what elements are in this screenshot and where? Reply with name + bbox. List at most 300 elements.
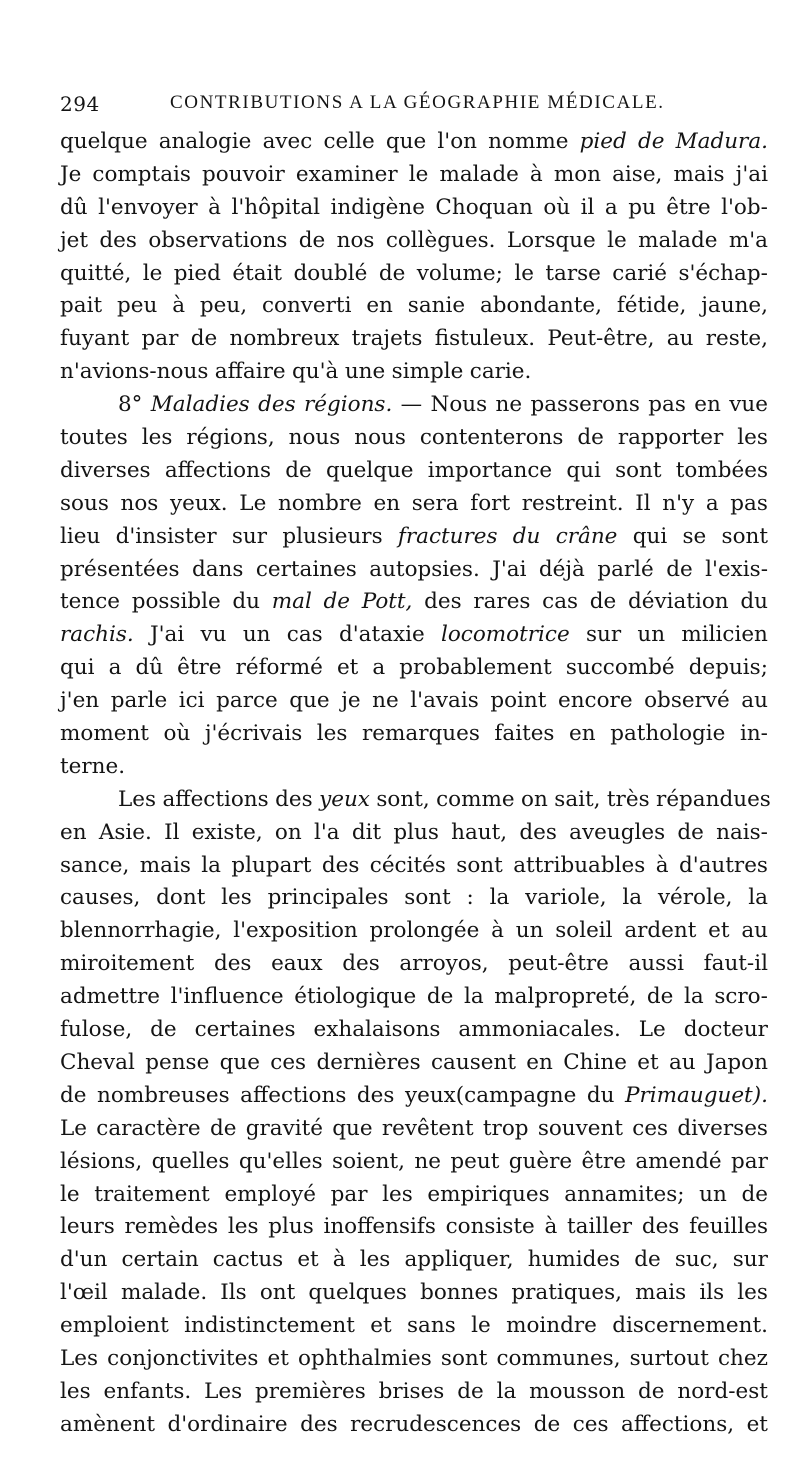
text-line bbox=[60, 718, 768, 751]
word: Les bbox=[204, 1378, 243, 1404]
word: je bbox=[341, 688, 361, 714]
word: que bbox=[385, 129, 427, 154]
word: restreint. bbox=[521, 490, 624, 516]
word: pied bbox=[173, 260, 221, 286]
word: employé bbox=[224, 1181, 317, 1207]
text-line bbox=[60, 554, 768, 587]
text-line bbox=[60, 685, 768, 718]
word: les bbox=[141, 425, 173, 451]
word: et bbox=[370, 1313, 392, 1339]
word: des bbox=[342, 951, 380, 977]
word: observations bbox=[148, 227, 288, 253]
word: les bbox=[60, 1378, 91, 1404]
word: certaines bbox=[255, 556, 357, 582]
word: sont, bbox=[376, 786, 430, 812]
word: des bbox=[424, 589, 462, 615]
word: J'ai bbox=[150, 622, 185, 648]
word: et bbox=[336, 655, 359, 681]
word: Le bbox=[638, 1017, 666, 1043]
word: et bbox=[637, 1049, 659, 1075]
word: sera bbox=[411, 490, 459, 516]
word: malade. bbox=[120, 1280, 208, 1306]
page-number: 294 bbox=[60, 92, 100, 116]
word: l'œil bbox=[60, 1280, 108, 1306]
word: présentées bbox=[60, 556, 180, 582]
word: quelles bbox=[151, 1148, 230, 1174]
word: vu bbox=[200, 622, 227, 648]
word: être bbox=[177, 655, 222, 681]
word: les bbox=[737, 425, 768, 451]
word: cécités bbox=[369, 852, 446, 878]
word: malade bbox=[439, 161, 519, 187]
word: de bbox=[457, 1378, 484, 1404]
word: le bbox=[471, 1313, 491, 1339]
word: sans bbox=[407, 1313, 456, 1339]
word: des bbox=[275, 786, 313, 812]
word: traitement bbox=[94, 1181, 210, 1207]
word: emploient bbox=[60, 1313, 169, 1339]
word: affections bbox=[164, 457, 272, 483]
word: nord-est bbox=[677, 1378, 768, 1404]
text-line bbox=[60, 1343, 768, 1376]
word: Il bbox=[164, 819, 180, 845]
word: fulose, bbox=[60, 1017, 133, 1043]
word: et bbox=[708, 918, 730, 944]
word: cas bbox=[286, 622, 323, 648]
text-line bbox=[60, 1244, 768, 1277]
word: vue bbox=[729, 392, 768, 418]
word: consiste bbox=[445, 1214, 535, 1240]
word: nombreux bbox=[229, 326, 340, 352]
word: qui bbox=[60, 655, 95, 681]
word: Cheval bbox=[60, 1049, 135, 1075]
text-line bbox=[60, 850, 768, 883]
word: du bbox=[232, 589, 261, 615]
word: dû bbox=[60, 194, 88, 220]
word: ne bbox=[414, 1148, 441, 1174]
word: la bbox=[684, 984, 704, 1010]
word: blennorrhagie, bbox=[60, 918, 222, 944]
word: passerons bbox=[530, 392, 640, 418]
word: importance bbox=[427, 457, 553, 483]
word: nos bbox=[336, 227, 375, 253]
word: ces bbox=[270, 1049, 307, 1075]
word: des bbox=[321, 852, 360, 878]
text-line bbox=[60, 981, 768, 1014]
word: déjà bbox=[538, 556, 585, 582]
word: on bbox=[521, 786, 548, 812]
word: remèdes bbox=[124, 1214, 219, 1240]
word: et bbox=[746, 1411, 768, 1437]
word: parlé bbox=[597, 556, 654, 582]
word: l'exposition bbox=[233, 918, 358, 944]
word: fétide, bbox=[616, 293, 687, 319]
word: ici bbox=[178, 688, 205, 714]
word: surtout bbox=[629, 1345, 709, 1371]
word: eaux bbox=[271, 951, 323, 977]
word: que bbox=[289, 688, 330, 714]
word: observé bbox=[644, 688, 730, 714]
word: amendé bbox=[635, 1148, 722, 1174]
word: cas bbox=[542, 589, 579, 615]
word: mais bbox=[635, 1280, 687, 1306]
word: causes, bbox=[60, 885, 141, 911]
word: quitté, bbox=[60, 260, 132, 286]
word: gravité bbox=[245, 1115, 323, 1141]
word: leurs bbox=[60, 1214, 115, 1240]
text-line bbox=[60, 1277, 768, 1310]
word: affaire bbox=[214, 359, 286, 385]
word: jet bbox=[60, 227, 89, 253]
word: sont bbox=[440, 1345, 488, 1371]
word: en bbox=[526, 1049, 553, 1075]
word: aise, bbox=[612, 161, 663, 187]
word: par bbox=[141, 326, 179, 352]
text-line bbox=[60, 1080, 768, 1113]
word: point bbox=[490, 688, 547, 714]
word: rares bbox=[473, 589, 531, 615]
word: qui bbox=[632, 523, 668, 549]
word: à bbox=[544, 1214, 558, 1240]
word: a bbox=[604, 194, 618, 220]
word: mais bbox=[673, 161, 725, 187]
word: inoffensifs bbox=[323, 1214, 436, 1240]
word: caractère bbox=[96, 1115, 201, 1141]
word: premières bbox=[254, 1378, 366, 1404]
word: bonnes bbox=[420, 1280, 499, 1306]
word: enfants. bbox=[103, 1378, 192, 1404]
word: jaune, bbox=[701, 293, 768, 319]
word: avec bbox=[262, 129, 313, 154]
word: dont bbox=[156, 885, 206, 911]
text-line bbox=[60, 389, 768, 422]
word: scro- bbox=[714, 984, 768, 1010]
word: simple bbox=[391, 359, 464, 385]
word: de bbox=[426, 984, 454, 1010]
word: certain bbox=[121, 1247, 199, 1273]
text-line bbox=[60, 159, 768, 192]
word: possible bbox=[131, 589, 221, 615]
word: vérole, bbox=[657, 885, 733, 911]
italic-word: du bbox=[512, 523, 541, 549]
body-text bbox=[60, 126, 771, 1442]
word: certaines bbox=[194, 1017, 296, 1043]
text-line bbox=[60, 1113, 768, 1146]
word: milicien bbox=[681, 622, 768, 648]
word: tence bbox=[60, 589, 120, 615]
word: les bbox=[737, 1280, 768, 1306]
word: plus bbox=[393, 819, 439, 845]
word: un bbox=[515, 918, 544, 944]
word: affections bbox=[240, 1082, 347, 1108]
word: — bbox=[400, 392, 423, 418]
word: répandues bbox=[656, 786, 771, 812]
word: de bbox=[60, 1082, 87, 1108]
word: d' bbox=[338, 622, 359, 648]
word: quelque bbox=[60, 129, 148, 154]
word: sance, bbox=[60, 852, 130, 878]
word: in- bbox=[739, 721, 768, 747]
word: annamites; bbox=[564, 1181, 685, 1207]
word: Le bbox=[239, 490, 267, 516]
word: ophthalmies bbox=[298, 1345, 432, 1371]
word: un bbox=[699, 1181, 727, 1207]
word: qu'à bbox=[292, 359, 339, 385]
word: le bbox=[607, 227, 627, 253]
word: ces bbox=[632, 1115, 669, 1141]
word: les bbox=[316, 721, 348, 747]
word: sur bbox=[585, 622, 622, 648]
text-line bbox=[60, 784, 771, 817]
word: converti bbox=[261, 293, 352, 319]
word: miroitement bbox=[60, 951, 195, 977]
word: revêtent bbox=[381, 1115, 474, 1141]
word: quelque bbox=[325, 457, 414, 483]
word: de bbox=[589, 589, 617, 615]
word: causent bbox=[431, 1049, 516, 1075]
word: Les bbox=[60, 1345, 99, 1371]
word: analogie bbox=[158, 129, 252, 154]
word: malade bbox=[638, 227, 718, 253]
text-line bbox=[60, 258, 768, 291]
word: j'ai bbox=[735, 161, 768, 187]
text-line bbox=[60, 652, 768, 685]
word: J'ai bbox=[492, 556, 527, 582]
word: dans bbox=[191, 556, 244, 582]
word: probablement bbox=[399, 655, 552, 681]
word: Asie. bbox=[98, 819, 152, 845]
word: doublé bbox=[293, 260, 368, 286]
word: depuis; bbox=[688, 655, 768, 681]
word: de bbox=[285, 457, 312, 483]
word: Il bbox=[635, 490, 651, 516]
word: s'échap- bbox=[678, 260, 768, 286]
word: sont bbox=[615, 457, 662, 483]
word: rapporter bbox=[617, 425, 724, 451]
word: volume; bbox=[416, 260, 503, 286]
text-line bbox=[60, 1014, 768, 1047]
word: pense bbox=[145, 1049, 210, 1075]
word: dernières bbox=[316, 1049, 421, 1075]
word: autopsies. bbox=[369, 556, 480, 582]
text-line bbox=[60, 356, 768, 389]
word: aussi bbox=[628, 951, 685, 977]
word: de bbox=[190, 326, 218, 352]
word: était bbox=[232, 260, 283, 286]
word: peu bbox=[116, 293, 158, 319]
word: diverses bbox=[677, 1115, 768, 1141]
italic-word: rachis. bbox=[60, 622, 134, 648]
text-line bbox=[60, 225, 768, 258]
word: la bbox=[622, 885, 643, 911]
word: par bbox=[731, 1148, 768, 1174]
running-head bbox=[0, 0, 800, 130]
word: et bbox=[267, 1345, 289, 1371]
word: brises bbox=[378, 1378, 445, 1404]
word: un bbox=[637, 622, 666, 648]
word: sur bbox=[231, 523, 268, 549]
word: indistinctement bbox=[184, 1313, 355, 1339]
word: où bbox=[163, 721, 191, 747]
word: lésions, bbox=[60, 1148, 143, 1174]
word: Ils bbox=[220, 1280, 247, 1306]
word: nombreuses bbox=[97, 1082, 230, 1108]
word: parce bbox=[216, 688, 278, 714]
text-line bbox=[60, 1146, 768, 1179]
italic-word: yeux bbox=[319, 786, 370, 812]
word: souvent bbox=[537, 1115, 623, 1141]
word: affections bbox=[162, 786, 269, 812]
italic-word: ataxie bbox=[358, 622, 425, 648]
word: à bbox=[208, 194, 221, 220]
word: l'hôpital bbox=[231, 194, 321, 220]
word: Je bbox=[60, 161, 82, 187]
word: plupart bbox=[231, 852, 312, 878]
text-line bbox=[60, 455, 768, 488]
word: des bbox=[641, 1214, 680, 1240]
word: ces bbox=[572, 1411, 609, 1437]
word: Chine bbox=[563, 1049, 627, 1075]
text-line bbox=[60, 323, 768, 356]
word: ne bbox=[495, 392, 523, 418]
word: comme bbox=[436, 786, 515, 812]
word: humides bbox=[527, 1247, 621, 1273]
word: faites bbox=[494, 721, 555, 747]
text-line bbox=[60, 882, 768, 915]
word: j'écrivais bbox=[204, 721, 303, 747]
word: soient, bbox=[332, 1148, 405, 1174]
word: en bbox=[60, 819, 87, 845]
word: et bbox=[297, 1247, 319, 1273]
word: Les bbox=[118, 786, 157, 812]
word: à bbox=[172, 293, 186, 319]
italic-word: locomotrice bbox=[440, 622, 570, 648]
word: le bbox=[408, 161, 429, 187]
word: haut, bbox=[451, 819, 508, 845]
word: les bbox=[382, 1181, 413, 1207]
word: Japon bbox=[705, 1049, 768, 1075]
word: quelques bbox=[308, 1280, 407, 1306]
word: de bbox=[378, 260, 406, 286]
text-line bbox=[60, 1310, 768, 1343]
word: à bbox=[529, 161, 543, 187]
word: sur bbox=[732, 1247, 768, 1273]
word: reste, bbox=[705, 326, 768, 352]
word: m'a bbox=[728, 227, 768, 253]
word: à bbox=[491, 918, 504, 944]
word: encore bbox=[557, 688, 633, 714]
word: Nous bbox=[430, 392, 488, 418]
word: que bbox=[332, 1115, 373, 1141]
word: l'exis- bbox=[705, 556, 768, 582]
word: exhalaisons bbox=[313, 1017, 441, 1043]
word: tailler bbox=[567, 1214, 633, 1240]
word: ils bbox=[699, 1280, 725, 1306]
word: plus bbox=[268, 1214, 314, 1240]
word: Peut-être, bbox=[547, 326, 655, 352]
text-line bbox=[60, 422, 768, 455]
italic-word: crâne bbox=[555, 523, 618, 549]
word: communes, bbox=[496, 1345, 621, 1371]
word: toutes bbox=[60, 425, 128, 451]
word: mais bbox=[139, 852, 191, 878]
word: celle bbox=[323, 129, 375, 154]
word: au bbox=[668, 1049, 696, 1075]
word: le bbox=[60, 1181, 80, 1207]
word: nous bbox=[288, 425, 341, 451]
word: de bbox=[666, 556, 693, 582]
word: de bbox=[209, 1115, 237, 1141]
word: de bbox=[677, 819, 704, 845]
word: recrudescences bbox=[350, 1411, 522, 1437]
word: chez bbox=[717, 1345, 768, 1371]
word: examiner bbox=[295, 161, 398, 187]
word: l'a bbox=[313, 819, 340, 845]
word: cactus bbox=[212, 1247, 284, 1273]
word: peu, bbox=[199, 293, 248, 319]
word: les bbox=[221, 885, 252, 911]
word: amènent bbox=[60, 1411, 155, 1437]
word: d'un bbox=[60, 1247, 108, 1273]
word: de bbox=[577, 425, 604, 451]
word: sait, bbox=[554, 786, 601, 812]
word: au bbox=[741, 688, 768, 714]
word: discernement. bbox=[612, 1313, 768, 1339]
word: par bbox=[330, 1181, 368, 1207]
word: où bbox=[543, 194, 571, 220]
word: de bbox=[533, 1411, 561, 1437]
word: carie. bbox=[469, 359, 532, 385]
word: au bbox=[666, 326, 694, 352]
text-line bbox=[60, 1047, 768, 1080]
word: régions, bbox=[186, 425, 275, 451]
word: faut-il bbox=[703, 951, 768, 977]
word: j'en bbox=[60, 688, 100, 714]
word: de bbox=[150, 1017, 177, 1043]
text-line bbox=[60, 586, 768, 619]
word: mon bbox=[553, 161, 602, 187]
word: pait bbox=[60, 293, 103, 319]
word: ammoniacales. bbox=[458, 1017, 621, 1043]
word: l'influence bbox=[170, 984, 284, 1010]
word: Le bbox=[60, 1115, 88, 1141]
word: empiriques bbox=[427, 1181, 550, 1207]
word: Lorsque bbox=[506, 227, 596, 253]
word: trajets bbox=[351, 326, 423, 352]
word: pratiques, bbox=[511, 1280, 622, 1306]
word: pu bbox=[628, 194, 656, 220]
word: déviation bbox=[627, 589, 729, 615]
word: nomme bbox=[488, 129, 569, 154]
text-line bbox=[60, 817, 768, 850]
word: l'ob- bbox=[721, 194, 768, 220]
word: nais- bbox=[716, 819, 768, 845]
word: mousson bbox=[529, 1378, 626, 1404]
word: ardent bbox=[624, 918, 697, 944]
word: de bbox=[634, 1247, 661, 1273]
word: pas bbox=[648, 392, 686, 418]
text-line bbox=[60, 915, 768, 948]
italic-word: Maladies bbox=[150, 392, 250, 418]
text-line bbox=[60, 521, 768, 554]
word: la bbox=[201, 852, 221, 878]
word: yeux. bbox=[169, 490, 228, 516]
word: attribuables bbox=[513, 852, 646, 878]
word: les bbox=[227, 1214, 259, 1240]
word: il bbox=[580, 194, 595, 220]
word: n'y bbox=[662, 490, 695, 516]
word: carié bbox=[612, 260, 668, 286]
